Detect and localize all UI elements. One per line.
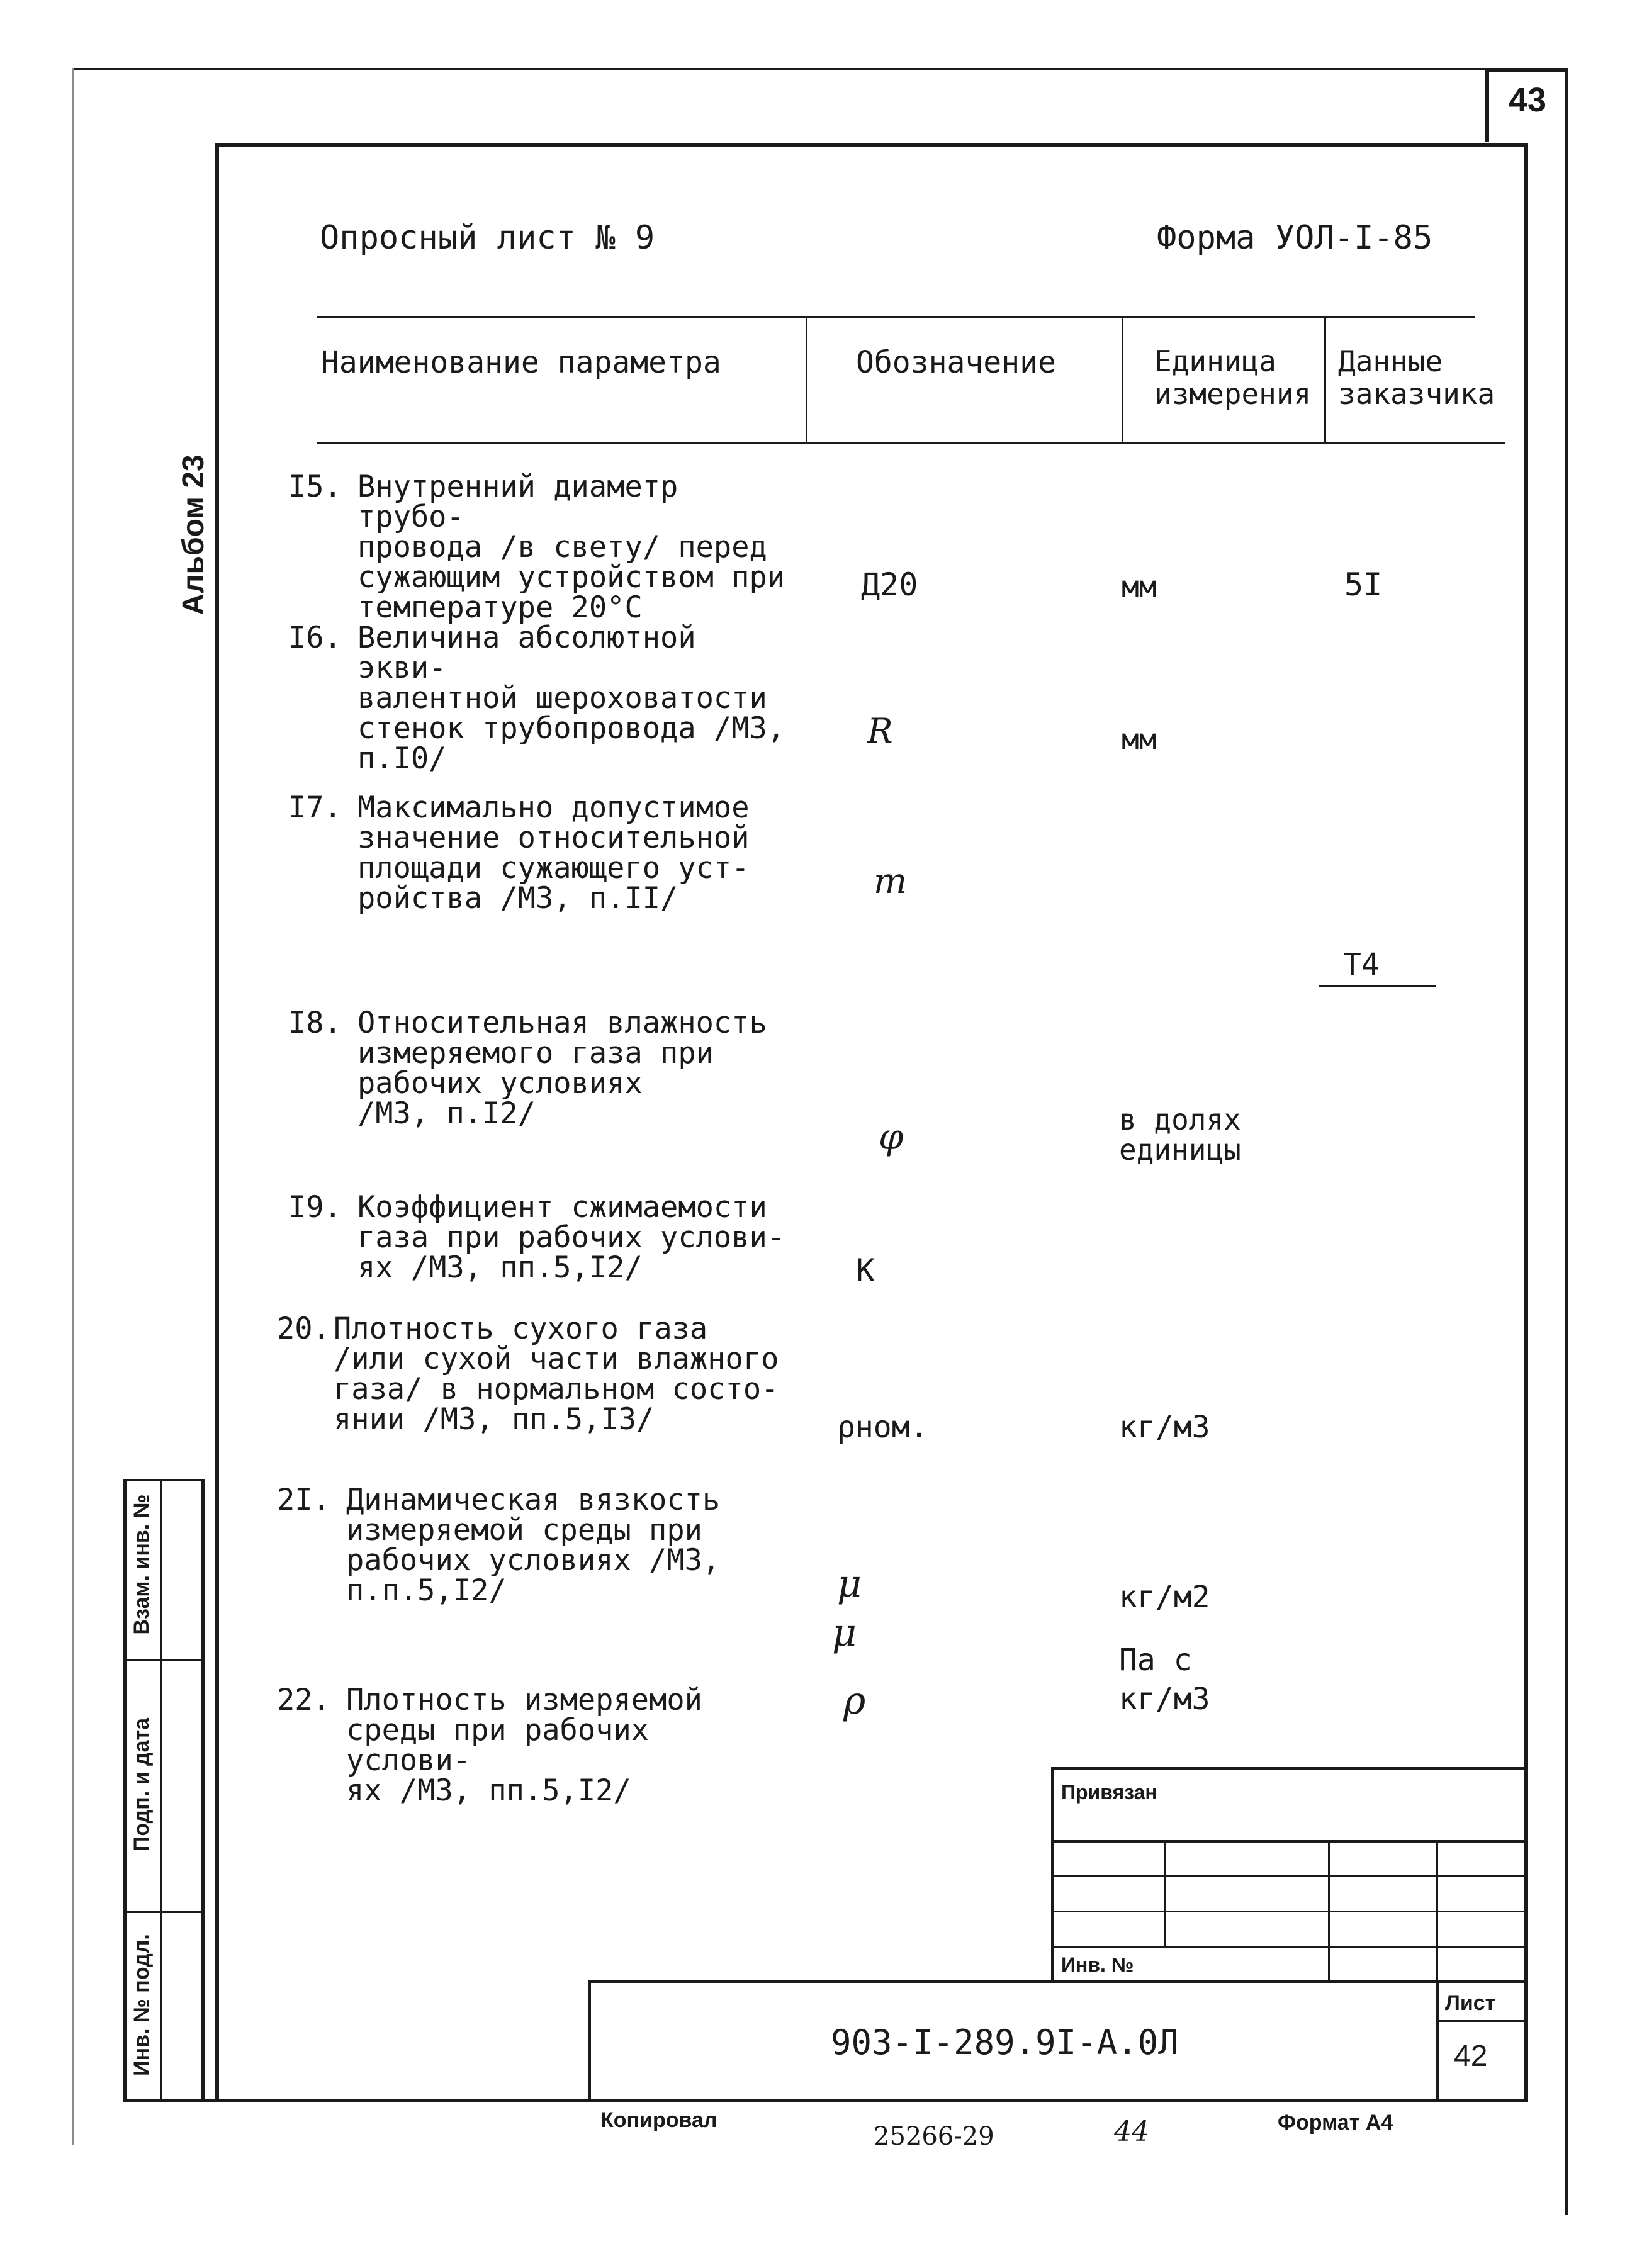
footer-num: 44 [1114,2116,1149,2148]
outer-border-top [74,68,1490,70]
param-22-symbol: ρ [843,1679,866,1723]
param-16-symbol: R [867,711,893,751]
col-header-unit: Единица измерения [1154,344,1312,411]
param-number: I9. [288,1190,342,1225]
param-number: 2I. [277,1483,330,1517]
side-stamp-podp: Подп. и дата [130,1717,154,1852]
param-15-unit: мм [1122,570,1157,603]
stamp-privyazan: Привязан [1061,1781,1157,1804]
param-number: 22. [277,1683,330,1717]
frame-left [215,143,219,2102]
param-15-symbol: Д20 [861,566,918,603]
param-text: Коэффициент сжимаемости газа при рабочих услови- ях /МЗ, пп.5,I2/ [357,1190,785,1285]
sheet-title: Опросный лист № 9 [320,219,655,257]
param-21-symbol: μ [837,1562,862,1606]
form-label: Форма УОЛ-I-85 [1157,219,1433,257]
col-header-symbol: Обозначение [856,345,1056,380]
page-number: 43 [1508,81,1547,119]
param-18-unit: в долях единицы [1119,1103,1241,1167]
param-text: Величина абсолютной экви- валентной шероховатости стенок трубопровода /МЗ, п.I0/ [357,620,785,776]
footer-code: 25266-29 [874,2122,994,2151]
side-stamp-vzam: Взам. инв. № [130,1494,154,1635]
side-stamp-inv: Инв. № подл. [130,1934,154,2076]
param-number: I7. [288,790,342,825]
param-20-symbol: ρном. [837,1410,928,1445]
param-21-unit: кг/м2 [1119,1580,1210,1615]
stamp-doc-code: 903-I-289.9I-А.0Л [831,2023,1179,2062]
frame-right [1524,143,1528,2102]
param-21-symbol-alt: μ [832,1611,857,1655]
stamp-list-label: Лист [1445,1991,1496,2015]
param-16-unit: мм [1122,722,1157,756]
param-text: Относительная влажность измеряемого газа при рабочих условиях /МЗ, п.I2/ [357,1006,767,1131]
param-15-value: 5I [1344,566,1383,603]
param-text: Динамическая вязкость измеряемой среды при рабочих условиях /МЗ, п.п.5,I2/ [346,1483,721,1608]
param-21-unit-alt: Па с [1119,1642,1192,1678]
param-17-symbol: m [874,861,908,902]
param-19-symbol: К [856,1252,875,1289]
value-underline [1319,985,1436,987]
param-number: I5. [288,469,342,504]
outer-border-right [1565,138,1568,2215]
param-20-unit: кг/м3 [1119,1410,1210,1445]
param-number: I6. [288,620,342,655]
frame-top [215,143,1528,147]
param-22-unit: кг/м3 [1119,1681,1210,1717]
param-number: I8. [288,1006,342,1040]
param-number: 20. [277,1311,330,1346]
param-text: Плотность сухого газа /или сухой части влажного газа/ в нормальном состо- янии /МЗ, пп.5,I3/ [334,1311,779,1437]
album-label: Альбом 23 [177,454,210,615]
col-header-name: Наименование параметра [321,345,721,380]
param-17-value: Т4 [1343,947,1380,982]
param-text: Максимально допустимое значение относительной площади сужающего уст- ройства /МЗ, п.II/ [357,790,750,916]
outer-border-left [72,68,74,2145]
param-text: Внутренний диаметр трубо- провода /в свету/ перед сужающим устройством при температуре 20°С [357,469,785,625]
footer-format: Формат А4 [1278,2111,1393,2135]
stamp-list-num: 42 [1454,2040,1488,2073]
param-18-symbol: φ [879,1117,904,1158]
footer-copied: Копировал [600,2108,717,2132]
param-text: Плотность измеряемой среды при рабочих услови- ях /МЗ, пп.5,I2/ [346,1683,702,1808]
stamp-inv-no: Инв. № [1061,1953,1134,1976]
col-header-customer: Данные заказчика [1338,344,1495,411]
frame-bottom [123,2099,1528,2102]
